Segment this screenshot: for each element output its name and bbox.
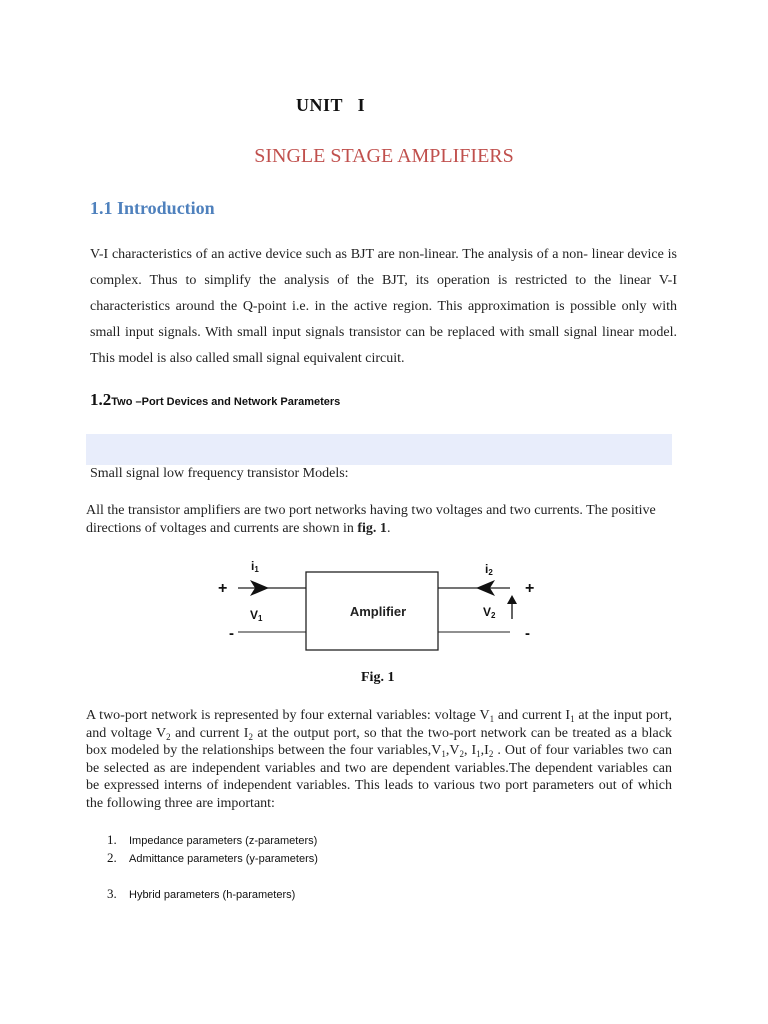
highlight-band (86, 434, 672, 465)
section-2-number: 1.2 (90, 390, 112, 409)
section-2-title: Two –Port Devices and Network Parameters (111, 396, 341, 408)
unit-heading: UNIT I (296, 95, 366, 115)
figure-caption: Fig. 1 (361, 670, 395, 685)
two-port-network-paragraph: A two-port network is represented by four external variables: voltage $V_1$ and current $I_1$ at the input port, and voltage $V_2$ and current $I_2$ at the output port, so that the two-port network can be treated as a black box modeled by the relationships between the four $variables,V_1,V_2$, $I_1,I_2$ . Out of four variables two can be selected as are independent variables and two are dependent variables.The dependent variables can be expressed interns of independent variables. This leads to various two port parameters out of which the following three are important: (86, 708, 672, 811)
amplifier-label: Amplifier (349, 604, 407, 619)
list-item-number: 2. (107, 850, 117, 865)
i2-label: i2 (485, 562, 493, 577)
two-port-paragraph-end: . (386, 521, 391, 536)
input-plus-sign: + (218, 580, 228, 597)
output-plus-sign: + (525, 580, 535, 597)
v1-label: V1 (250, 608, 263, 623)
input-minus-sign: - (229, 625, 234, 642)
two-port-paragraph-text: All the transistor amplifiers are two port networks having two voltages and two currents. The positive directions of voltages and currents are shown in (86, 503, 656, 536)
output-minus-sign: - (525, 625, 530, 642)
list-item-text: Hybrid parameters (h-parameters) (129, 889, 296, 901)
v2-arrow-icon (507, 595, 517, 604)
page-title: SINGLE STAGE AMPLIFIERS (254, 145, 514, 167)
i1-label: i1 (251, 559, 259, 574)
list-item-number: 1. (107, 832, 117, 847)
list-item-text: Admittance parameters (y-parameters) (129, 853, 318, 865)
intro-heading: 1.1 Introduction (90, 198, 215, 218)
list-item (107, 886, 295, 902)
list-item (107, 850, 318, 866)
list-item-text: Impedance parameters (z-parameters) (129, 835, 318, 847)
figure-reference: fig. 1 (357, 521, 387, 536)
amplifier-figure (205, 557, 545, 652)
two-port-paragraph (86, 502, 676, 538)
section-2-heading (90, 390, 340, 410)
v2-label: V2 (483, 605, 496, 620)
list-item (107, 832, 317, 848)
intro-paragraph: V-I characteristics of an active device such as BJT are non-linear. The analysis of a non- linear device is complex. Thus to simplify the analysis of the BJT, its operation is restricted to the linear V-I characteristics around the Q-point i.e. in the active region. This approximation is possible only with small input signals. With small input signals transistor can be replaced with small signal linear model. This model is also called small signal equivalent circuit. (90, 247, 677, 366)
list-item-number: 3. (107, 886, 117, 901)
small-signal-models-label: Small signal low frequency transistor Models: (90, 466, 349, 481)
